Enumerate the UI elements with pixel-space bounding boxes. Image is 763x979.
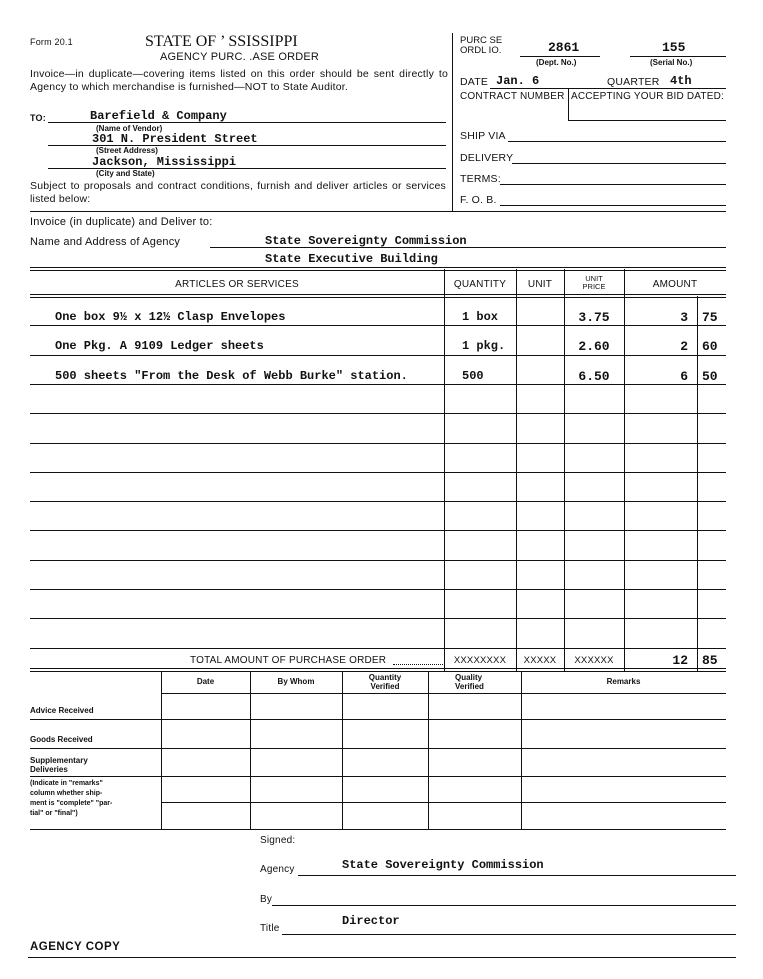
item-row-line	[30, 472, 726, 473]
accepting-bid-label: ACCEPTING YOUR BID DATED:	[571, 91, 724, 102]
to-label: TO:	[30, 113, 46, 123]
receipt-col-date: Date	[196, 677, 215, 686]
vendor-city: Jackson, Mississippi	[92, 155, 237, 169]
item-article: One Pkg. A 9109 Ledger sheets	[55, 339, 264, 353]
agency-copy-label: AGENCY COPY	[30, 941, 121, 953]
item-row-line	[30, 560, 726, 561]
header-divider	[452, 33, 453, 211]
contract-number-label: CONTRACT NUMBER	[460, 91, 565, 102]
item-row-line	[30, 618, 726, 619]
signature-title-value: Director	[342, 914, 400, 928]
item-article: One box 9½ x 12½ Clasp Envelopes	[55, 310, 286, 324]
item-unit-price: 2.60	[578, 339, 610, 354]
col-articles: ARTICLES OR SERVICES	[175, 279, 299, 290]
total-unit-mask: XXXXX	[523, 655, 557, 666]
agency-name-label: Name and Address of Agency	[30, 236, 181, 248]
vendor-city-caption: (City and State)	[96, 169, 155, 178]
ship-via-label: SHIP VIA	[460, 130, 506, 142]
form-subtitle: AGENCY PURC. .ASE ORDER	[160, 51, 320, 63]
total-price-mask: XXXXXX	[574, 655, 614, 666]
item-row-line	[30, 530, 726, 531]
item-unit-price: 3.75	[578, 310, 610, 325]
receipt-col-remarks: Remarks	[606, 677, 641, 686]
item-quantity: 1 pkg.	[462, 339, 506, 353]
item-quantity: 1 box	[462, 310, 499, 324]
item-unit-price: 6.50	[578, 369, 610, 384]
item-row-line	[30, 443, 726, 444]
serial-number-caption: (Serial No.)	[650, 58, 693, 67]
item-amount-dollars: 6	[680, 369, 688, 384]
fob-label: F. O. B.	[460, 194, 497, 206]
supplementary-deliveries-label: Supplementary Deliveries	[30, 756, 88, 774]
item-amount-dollars: 3	[680, 310, 688, 325]
signature-by-label: By	[260, 894, 273, 905]
col-unit: UNIT	[527, 279, 553, 290]
shipment-note: (Indicate in "remarks" column whether ship- ment is "complete" "par- tial" or "final")	[30, 780, 113, 817]
quarter-value: 4th	[670, 74, 692, 88]
col-quantity: QUANTITY	[453, 279, 507, 290]
item-amount-cents: 75	[702, 310, 718, 325]
col-unit-price: UNIT PRICE	[582, 274, 606, 291]
advice-received-label: Advice Received	[30, 706, 94, 715]
signed-label: Signed:	[260, 835, 296, 846]
item-row-line	[30, 501, 726, 502]
signature-by-line	[272, 905, 736, 906]
form-title: STATE OF ’ SSISSIPPI	[145, 33, 298, 50]
total-cents: 85	[702, 653, 718, 668]
signature-title-label: Title	[260, 923, 280, 934]
delivery-label: DELIVERY	[460, 152, 514, 164]
item-row-line	[30, 589, 726, 590]
item-row-line	[30, 648, 726, 649]
date-value: Jan. 6	[496, 74, 540, 88]
dept-number: 2861	[548, 40, 580, 55]
form-number: Form 20.1	[30, 37, 73, 47]
items-table-top	[30, 267, 726, 271]
total-dollars: 12	[672, 653, 688, 668]
receipt-col-quality-verified: Quality Verified	[455, 673, 484, 691]
agency-address: State Executive Building	[265, 252, 438, 266]
vendor-name: Barefield & Company	[90, 109, 227, 123]
item-amount-cents: 60	[702, 339, 718, 354]
date-label: DATE	[460, 76, 489, 88]
goods-received-label: Goods Received	[30, 735, 93, 744]
signature-agency-value: State Sovereignty Commission	[342, 858, 544, 872]
item-quantity: 500	[462, 369, 484, 383]
item-row-line	[30, 384, 726, 385]
total-quantity-mask: XXXXXXXX	[453, 655, 507, 666]
item-article: 500 sheets "From the Desk of Webb Burke" station.	[55, 369, 408, 383]
invoice-instructions: Invoice—in duplicate—covering items listed on this order should be sent directly to Agency to which merchandise is furnished—NOT to State Auditor.	[30, 68, 448, 93]
item-row-line	[30, 355, 726, 356]
quarter-label: QUARTER	[607, 76, 660, 88]
subject-text: Subject to proposals and contract conditions, furnish and deliver articles or services listed below:	[30, 180, 446, 205]
serial-number: 155	[662, 40, 686, 55]
agency-name: State Sovereignty Commission	[265, 234, 467, 248]
item-amount-cents: 50	[702, 369, 718, 384]
item-row-line	[30, 325, 726, 326]
col-amount: AMOUNT	[652, 279, 698, 290]
item-row-line	[30, 413, 726, 414]
vendor-street-caption: (Street Address)	[96, 146, 158, 155]
item-amount-dollars: 2	[680, 339, 688, 354]
receipt-col-quantity-verified: Quantity Verified	[368, 673, 402, 691]
vendor-street: 301 N. President Street	[92, 132, 258, 146]
po-label: PURC SE ORDL IO.	[460, 35, 503, 56]
invoice-deliver-text: Invoice (in duplicate) and Deliver to:	[30, 216, 213, 228]
signature-agency-label: Agency	[260, 864, 295, 875]
vendor-name-caption: (Name of Vendor)	[96, 124, 163, 133]
total-label: TOTAL AMOUNT OF PURCHASE ORDER	[190, 655, 387, 666]
receipt-col-by-whom: By Whom	[277, 677, 315, 686]
terms-label: TERMS:	[460, 173, 501, 185]
dept-number-caption: (Dept. No.)	[536, 58, 577, 67]
